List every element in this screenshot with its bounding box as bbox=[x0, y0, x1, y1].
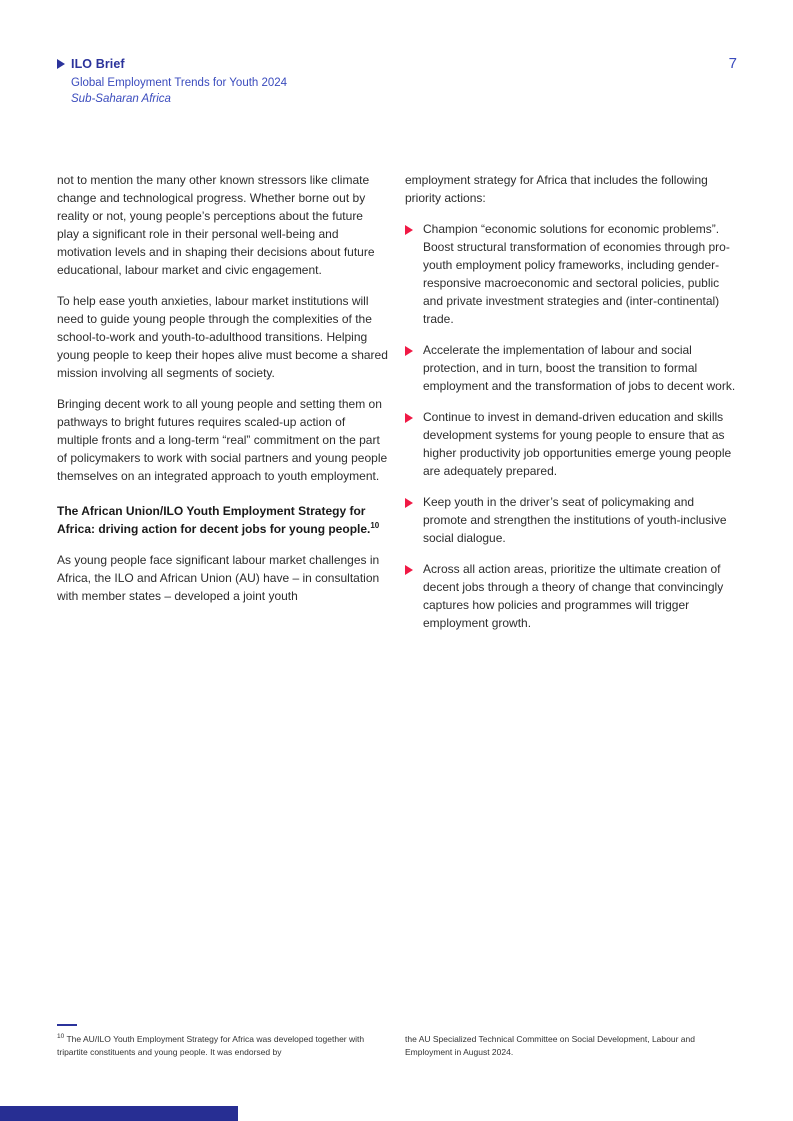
paragraph: To help ease youth anxieties, labour market institutions will need to guide young people through the complexities of the school-to-work and youth-to-adulthood transitions. Helping young people to keep their hopes alive must become a shared mission involving all segments of society. bbox=[57, 294, 388, 380]
list-item bbox=[405, 493, 736, 547]
section-heading-text: The African Union/ILO Youth Employment Strategy for Africa: driving action for decent jobs for young people. bbox=[57, 504, 371, 536]
page-number: 7 bbox=[728, 55, 737, 72]
brief-marker-icon bbox=[57, 59, 65, 69]
left-column bbox=[57, 171, 388, 645]
section-heading bbox=[57, 502, 388, 538]
brief-label: ILO Brief bbox=[71, 57, 125, 71]
list-item bbox=[405, 408, 736, 480]
footnote-text: the AU Specialized Technical Committee on Social Development, Labour and Employment in August 2024. bbox=[405, 1034, 695, 1057]
paragraph: not to mention the many other known stressors like climate change and technological progress. Whether borne out by reality or not, young people’s perceptions about the future play a significant role in their personal well-being and motivation levels and in shaping their decisions about future educational, labour market and civic engagement. bbox=[57, 173, 375, 277]
list-item-text: Champion “economic solutions for economic problems”. Boost structural transformation of economies through pro-youth employment policy frameworks, including gender-responsive macroeconomic and sectoral policies, public and private investment strategies and (inter-continental) trade. bbox=[423, 222, 730, 326]
bullet-triangle-icon bbox=[405, 498, 413, 508]
doc-title: Global Employment Trends for Youth 2024 bbox=[71, 77, 288, 89]
right-column bbox=[405, 171, 736, 645]
footnote-ref: 10 bbox=[370, 521, 380, 530]
doc-header bbox=[57, 57, 287, 105]
list-item bbox=[405, 560, 736, 632]
footnote-text: The AU/ILO Youth Employment Strategy for Africa was developed together with tripartite constituents and young people. It was endorsed by bbox=[57, 1034, 365, 1057]
doc-subtitle: Sub-Saharan Africa bbox=[71, 93, 171, 105]
list-item-text: Keep youth in the driver’s seat of policymaking and promote and strengthen the institutions of youth-inclusive social dialogue. bbox=[423, 495, 727, 545]
paragraph: employment strategy for Africa that includes the following priority actions: bbox=[405, 173, 708, 205]
bullet-triangle-icon bbox=[405, 225, 413, 235]
bullet-triangle-icon bbox=[405, 346, 413, 356]
list-item-text: Across all action areas, prioritize the ultimate creation of decent jobs through a theory of change that convincingly captures how policies and programmes will trigger employment growth. bbox=[423, 562, 724, 630]
footnote-marker: 10 bbox=[57, 1033, 65, 1041]
priority-actions-list bbox=[405, 220, 736, 632]
footnote-left bbox=[57, 1024, 388, 1059]
footnote-right bbox=[405, 1024, 736, 1059]
paragraph: As young people face significant labour market challenges in Africa, the ILO and African Union (AU) have – in consultation with member states – developed a joint youth bbox=[57, 553, 380, 603]
list-item-text: Continue to invest in demand-driven education and skills development systems for young people to ensure that as higher productivity job opportunities emerge young people are adequately prepared. bbox=[423, 410, 732, 478]
footnote-rule bbox=[57, 1024, 77, 1026]
body-columns bbox=[57, 171, 736, 645]
footer-brand-bar bbox=[0, 1106, 238, 1121]
list-item-text: Accelerate the implementation of labour and social protection, and in turn, boost the transition to formal employment and the transformation of jobs to decent work. bbox=[423, 343, 736, 393]
bullet-triangle-icon bbox=[405, 413, 413, 423]
brief-row bbox=[57, 57, 287, 71]
paragraph: Bringing decent work to all young people and setting them on pathways to bright futures requires scaled-up action of multiple fronts and a long-term “real” commitment on the part of policymakers to work with social partners and young people themselves on an integrated approach to youth employment. bbox=[57, 397, 388, 483]
list-item bbox=[405, 220, 736, 328]
bullet-triangle-icon bbox=[405, 565, 413, 575]
list-item bbox=[405, 341, 736, 395]
footnotes bbox=[57, 1024, 736, 1059]
